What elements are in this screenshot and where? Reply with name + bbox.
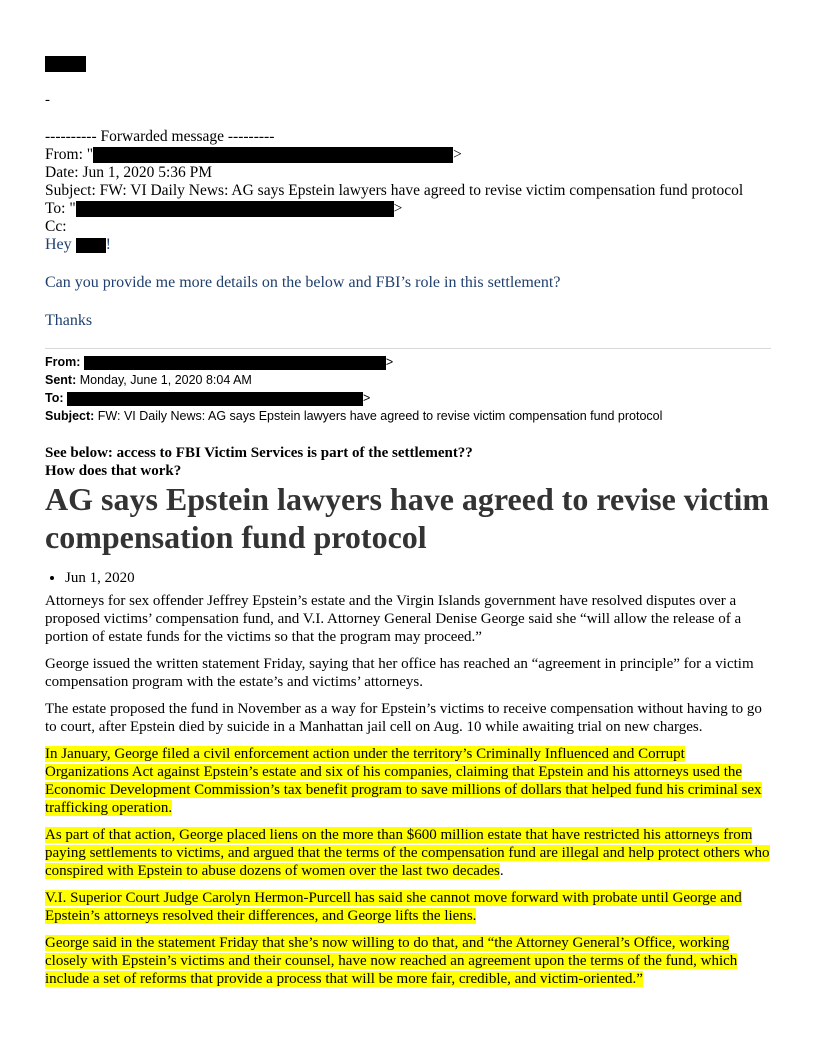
highlighted-text: V.I. Superior Court Judge Carolyn Hermon-Purcell has said she cannot move forward with probate until George and Epstein’s attorneys resolved their differences, and George lifts the liens. (45, 890, 742, 924)
forwarded-header (45, 128, 743, 236)
article-date: • Jun 1, 2020 (65, 570, 135, 587)
forwarded-subject: Subject: FW: VI Daily News: AG says Epstein lawyers have agreed to revise victim compensation fund protocol (45, 182, 744, 199)
redaction-box (76, 201, 394, 217)
thanks-text: Thanks (45, 312, 93, 329)
inner-email-header (45, 353, 662, 425)
redaction-box (76, 238, 106, 253)
inner-subject: Subject: FW: VI Daily News: AG says Epstein lawyers have agreed to revise victim compensation fund protocol (45, 409, 663, 423)
paragraph (45, 934, 771, 988)
forwarded-to: To: " > (45, 200, 403, 217)
article-body (45, 592, 771, 997)
inner-to: To: > (45, 391, 371, 405)
highlighted-text: George said in the statement Friday that she’s now willing to do that, and “the Attorney General’s Office, working closely with Epstein’s victims and their counsel, have now reached an agreement upon the terms of the fund, which include a set of reforms that provide a process that will be more fair, credible, and victim-oriented.” (45, 935, 738, 987)
redaction-box (93, 147, 453, 163)
inner-from: From: > (45, 355, 394, 369)
forwarded-date: Date: Jun 1, 2020 5:36 PM (45, 164, 213, 181)
forwarded-from: From: " > (45, 146, 462, 163)
paragraph: As part of that action, George placed liens on the more than $600 million estate that have restricted his attorneys from paying settlements to victims, and argued that the terms of the compensation fund are illegal and help protect others who conspired with Epstein to abuse dozens of women over the last two decades. (45, 827, 770, 879)
article-date-list (45, 570, 135, 587)
highlighted-text: In January, George filed a civil enforcement action under the territory’s Criminally Influenced and Corrupt Organizations Act against Epstein’s estate and six of his companies, claiming that Epstein and his attorneys used the Economic Development Commission’s tax benefit program to save millions of dollars that helped fund his criminal sex trafficking operation. (45, 746, 762, 816)
question-text: Can you provide me more details on the below and FBI’s role in this settlement? (45, 274, 561, 291)
inner-sent: Sent: Monday, June 1, 2020 8:04 AM (45, 373, 252, 387)
dash-line: - (45, 92, 50, 108)
paragraph: Attorneys for sex offender Jeffrey Epstein’s estate and the Virgin Islands government have resolved disputes over a proposed victims’ compensation fund, and V.I. Attorney General Denise George said she “will allow the release of a portion of estate funds for the victims so that the program may proceed.” (45, 593, 742, 645)
paragraph: George issued the written statement Friday, saying that her office has reached an “agreement in principle” for a victim compensation program with the estate’s and victims’ attorneys. (45, 656, 754, 690)
forwarded-cc: Cc: (45, 218, 67, 235)
paragraph (45, 889, 771, 925)
forwarded-banner: ---------- Forwarded message --------- (45, 128, 275, 145)
forward-note: See below: access to FBI Victim Services is part of the settlement?? How does that work? (45, 445, 473, 479)
highlighted-text: As part of that action, George placed liens on the more than $600 million estate that have restricted his attorneys from paying settlements to victims, and argued that the terms of the compensation fund are illegal and help protect others who conspired with Epstein to abuse dozens of women over the last two decades (45, 827, 770, 879)
redaction-box (67, 392, 363, 406)
redaction-box (84, 356, 386, 370)
paragraph: The estate proposed the fund in November as a way for Epstein’s victims to receive compensation without having to go to court, after Epstein died by suicide in a Manhattan jail cell on Aug. 10 while awaiting trial on new charges. (45, 701, 762, 735)
redaction-box (45, 56, 86, 72)
article-headline: AG says Epstein lawyers have agreed to revise victim compensation fund protocol (45, 481, 770, 555)
greeting: Hey ! (45, 236, 111, 253)
divider (45, 348, 771, 349)
paragraph (45, 745, 771, 817)
